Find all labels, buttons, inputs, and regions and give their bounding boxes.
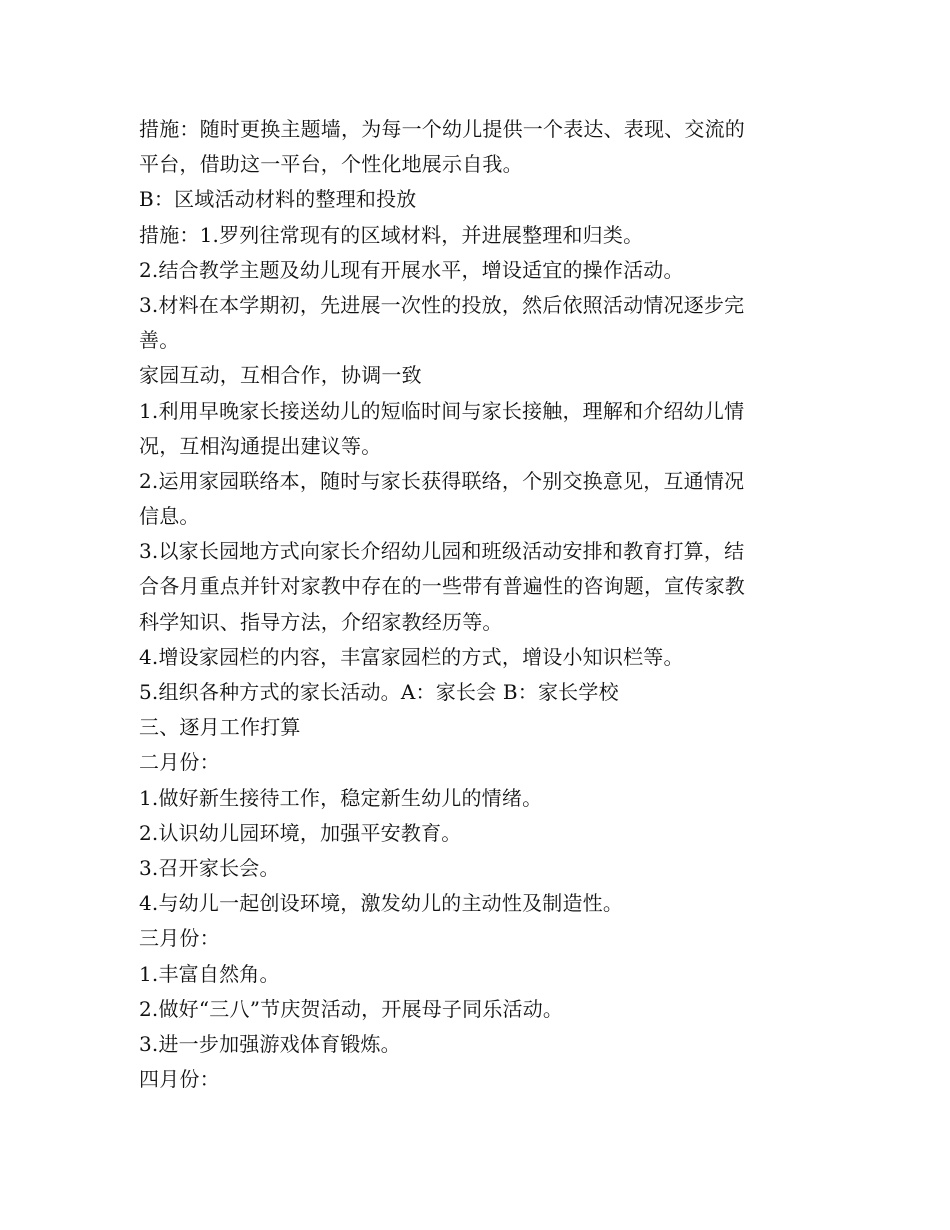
section-heading: 三、逐月工作打算 bbox=[139, 715, 301, 740]
text-line: 平台，借助这一平台，个性化地展示自我。 bbox=[139, 152, 523, 177]
text-line: 2.做好“三八”节庆贺活动，开展母子同乐活动。 bbox=[139, 996, 564, 1021]
month-heading: 三月份： bbox=[139, 926, 220, 951]
text-line: 2.认识幼儿园环境，加强平安教育。 bbox=[139, 820, 462, 845]
text-line: 5.组织各种方式的家长活动。A：家长会 B：家长学校 bbox=[139, 680, 619, 704]
section-heading: 家园互动，互相合作，协调一致 bbox=[139, 363, 422, 388]
document-body bbox=[139, 112, 814, 1097]
text-line: 善。 bbox=[139, 328, 180, 353]
text-line: 况，互相沟通提出建议等。 bbox=[139, 433, 382, 458]
text-line: 信息。 bbox=[139, 504, 200, 529]
text-line: 措施：1.罗列往常现有的区域材料，并进展整理和归类。 bbox=[139, 222, 644, 247]
month-heading: 四月份： bbox=[139, 1067, 220, 1092]
text-line: 2.运用家园联络本，随时与家长获得联络，个别交换意见，互通情况 bbox=[139, 468, 745, 493]
text-line: 3.材料在本学期初，先进展一次性的投放，然后依照活动情况逐步完 bbox=[139, 292, 745, 317]
text-line: 2.结合教学主题及幼儿现有开展水平，增设适宜的操作活动。 bbox=[139, 257, 684, 282]
month-heading: 二月份： bbox=[139, 750, 220, 775]
text-line: 合各月重点并针对家教中存在的一些带有普遍性的咨询题，宣传家教 bbox=[139, 574, 745, 599]
text-line: 1.丰富自然角。 bbox=[139, 961, 280, 986]
text-line: 3.召开家长会。 bbox=[139, 855, 280, 880]
text-line: B：区域活动材料的整理和投放 bbox=[139, 187, 417, 212]
text-line: 措施：随时更换主题墙，为每一个幼儿提供一个表达、表现、交流的 bbox=[139, 117, 745, 141]
text-line: 科学知识、指导方法，介绍家教经历等。 bbox=[139, 609, 503, 634]
text-line: 3.进一步加强游戏体育锻炼。 bbox=[139, 1031, 401, 1056]
text-line: 1.做好新生接待工作，稳定新生幼儿的情绪。 bbox=[139, 785, 543, 810]
text-line: 1.利用早晚家长接送幼儿的短临时间与家长接触，理解和介绍幼儿情 bbox=[139, 398, 745, 423]
text-line: 4.与幼儿一起创设环境，激发幼儿的主动性及制造性。 bbox=[139, 891, 624, 916]
text-line: 4.增设家园栏的内容，丰富家园栏的方式，增设小知识栏等。 bbox=[139, 644, 684, 669]
text-line: 3.以家长园地方式向家长介绍幼儿园和班级活动安排和教育打算，结 bbox=[139, 539, 745, 564]
